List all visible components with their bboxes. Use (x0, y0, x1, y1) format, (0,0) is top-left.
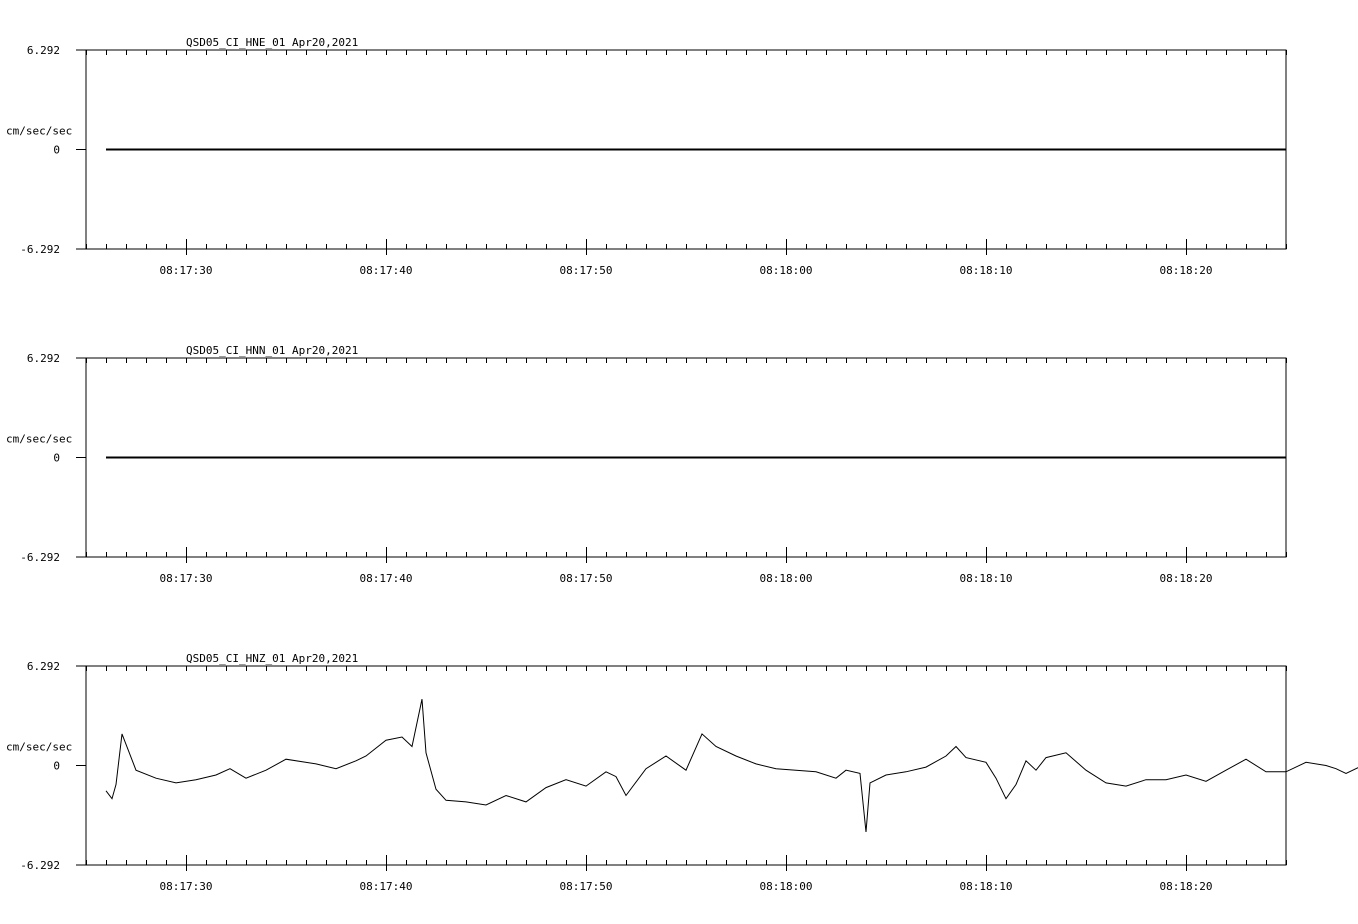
x-tick-label: 08:18:20 (1159, 264, 1213, 277)
panel-2 (6, 344, 1358, 585)
y-tick-label-bottom: -6.292 (20, 859, 60, 872)
panel-1 (6, 36, 1358, 277)
x-tick-label: 08:17:50 (559, 572, 613, 585)
x-tick-label: 08:18:00 (759, 572, 813, 585)
y-axis-label: cm/sec/sec (6, 740, 73, 754)
y-tick-label-bottom: -6.292 (20, 551, 60, 564)
x-tick-label: 08:17:50 (559, 880, 613, 893)
x-tick-label: 08:18:00 (759, 880, 813, 893)
y-tick-label-zero: 0 (53, 451, 60, 465)
x-tick-label: 08:18:10 (959, 880, 1013, 893)
plot-frame (86, 666, 1286, 865)
x-tick-label: 08:18:10 (959, 572, 1013, 585)
panel-3 (6, 652, 1358, 893)
y-tick-label-zero: 0 (53, 759, 60, 773)
x-tick-label: 08:17:50 (559, 264, 613, 277)
y-tick-label-top: 6.292 (26, 44, 60, 57)
x-tick-label: 08:18:20 (1159, 880, 1213, 893)
x-tick-label: 08:18:10 (959, 264, 1013, 277)
y-tick-label-bottom: -6.292 (20, 243, 60, 256)
y-tick-label-top: 6.292 (26, 352, 60, 365)
x-tick-label: 08:17:30 (159, 264, 213, 277)
x-tick-label: 08:17:30 (159, 572, 213, 585)
x-tick-label: 08:17:30 (159, 880, 213, 893)
x-tick-label: 08:17:40 (359, 264, 413, 277)
x-tick-label: 08:17:40 (359, 572, 413, 585)
panel-title: QSD05_CI_HNN_01 Apr20,2021 (186, 344, 359, 357)
y-tick-label-zero: 0 (53, 143, 60, 157)
x-tick-label: 08:18:00 (759, 264, 813, 277)
y-axis-label: cm/sec/sec (6, 124, 73, 138)
trace-line-1 (106, 686, 1358, 852)
y-axis-label: cm/sec/sec (6, 432, 73, 446)
y-tick-label-top: 6.292 (26, 660, 60, 673)
panel-title: QSD05_CI_HNZ_01 Apr20,2021 (186, 652, 359, 665)
x-tick-label: 08:17:40 (359, 880, 413, 893)
panel-title: QSD05_CI_HNE_01 Apr20,2021 (186, 36, 359, 49)
x-tick-label: 08:18:20 (1159, 572, 1213, 585)
